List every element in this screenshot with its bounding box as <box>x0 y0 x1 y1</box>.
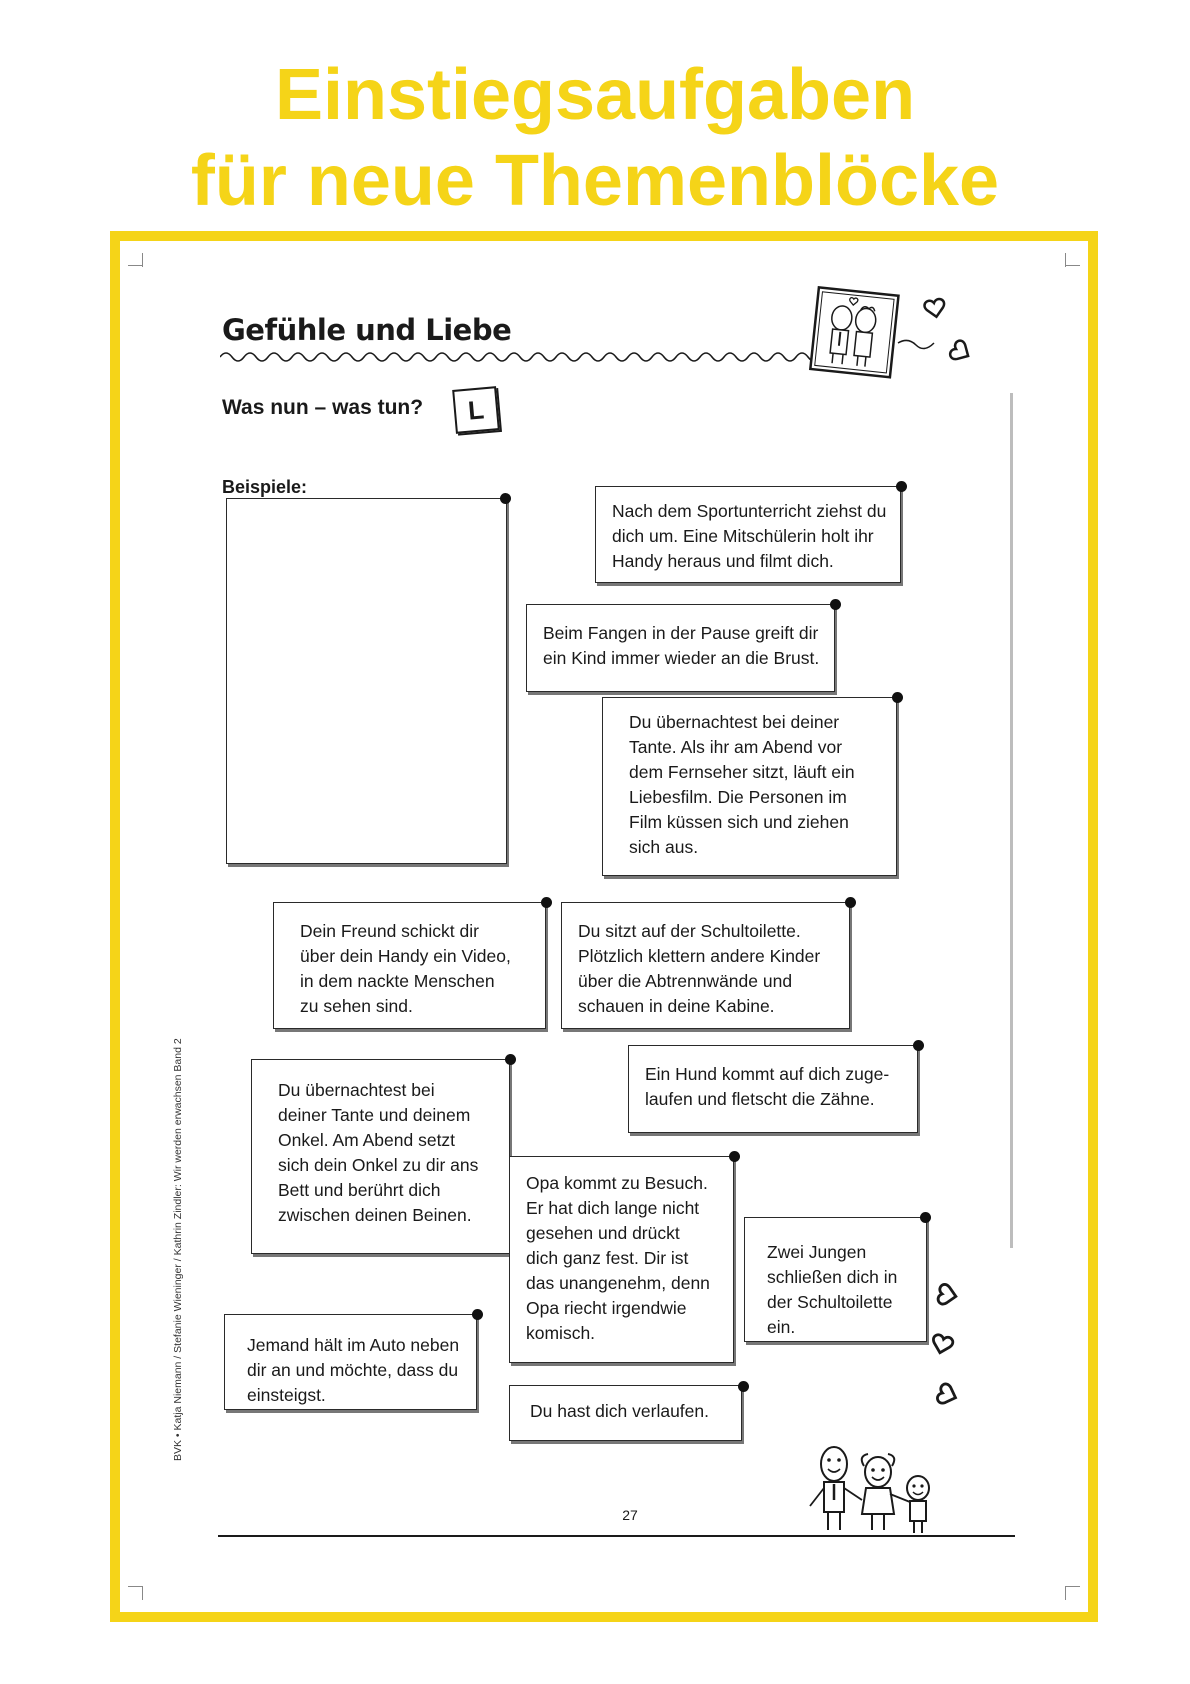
worksheet-page <box>120 241 1088 1612</box>
pin-icon <box>500 493 511 504</box>
crop-mark <box>142 1586 143 1600</box>
scenario-card[interactable]: Ein Hund kommt auf dich zuge- laufen und fletscht die Zähne. <box>628 1045 918 1133</box>
couple-illustration <box>806 281 986 391</box>
subtitle: Was nun – was tun? <box>222 396 424 419</box>
hearts-decoration <box>928 1281 988 1411</box>
pin-icon <box>896 481 907 492</box>
pin-icon <box>472 1309 483 1320</box>
page-number: 27 <box>622 1507 638 1523</box>
scenario-card[interactable]: Nach dem Sportunterricht ziehst du dich um. Eine Mitschülerin holt ihr Handy heraus und filmt dich. <box>595 486 901 583</box>
family-illustration <box>800 1436 950 1541</box>
crop-mark <box>1066 1586 1080 1587</box>
crop-mark <box>142 253 143 267</box>
scenario-card[interactable]: Zwei Jungen schließen dich in der Schultoilette ein. <box>744 1217 927 1342</box>
pin-icon <box>830 599 841 610</box>
pin-icon <box>845 897 856 908</box>
header-title-line-1: Einstiegsaufgaben <box>274 55 916 135</box>
scenario-card[interactable]: Du sitzt auf der Schultoilette. Plötzlich klettern andere Kinder über die Abtrennwände und schauen in deine Kabine. <box>561 902 850 1029</box>
pin-icon <box>920 1212 931 1223</box>
scenario-card[interactable]: Jemand hält im Auto neben dir an und möchte, dass du einsteigst. <box>224 1314 477 1410</box>
crop-mark <box>1066 265 1080 266</box>
side-credit: BVK • Katja Niemann / Stefanie Wieninger / Kathrin Zindler: Wir werden erwachsen Band 2 <box>172 1038 184 1461</box>
examples-label: Beispiele: <box>222 477 308 497</box>
scenario-card[interactable]: Beim Fangen in der Pause greift dir ein Kind immer wieder an die Brust. <box>526 604 835 692</box>
crop-mark <box>128 265 142 266</box>
level-badge: L <box>452 386 500 434</box>
scenario-card[interactable]: Dein Freund schickt dir über dein Handy ein Video, in dem nackte Menschen zu sehen sind. <box>273 902 546 1029</box>
scenario-card[interactable]: Du übernachtest bei deiner Tante und deinem Onkel. Am Abend setzt sich dein Onkel zu dir ans Bett und berührt dich zwischen deinen Beinen. <box>251 1059 510 1254</box>
pin-icon <box>738 1381 749 1392</box>
margin-line <box>1010 393 1013 1248</box>
pin-icon <box>505 1054 516 1065</box>
scenario-card[interactable]: Du übernachtest bei deiner Tante. Als ihr am Abend vor dem Fernseher sitzt, läuft ein Liebesfilm. Die Personen im Film küssen sich und ziehen sich aus. <box>602 697 897 876</box>
empty-writing-box[interactable] <box>226 498 507 864</box>
scenario-card[interactable]: Du hast dich verlaufen. <box>509 1385 742 1441</box>
pin-icon <box>913 1040 924 1051</box>
pin-icon <box>892 692 903 703</box>
pin-icon <box>541 897 552 908</box>
scenario-card[interactable]: Opa kommt zu Besuch. Er hat dich lange nicht gesehen und drückt dich ganz fest. Dir ist das unangenehm, denn Opa riecht irgendwie komisch. <box>509 1156 734 1363</box>
squiggle-divider <box>220 345 820 365</box>
yellow-frame <box>110 231 1098 1622</box>
crop-mark <box>1065 1586 1066 1600</box>
crop-mark <box>128 1586 142 1587</box>
pin-icon <box>729 1151 740 1162</box>
header-title-line-2: für neue Themenblöcke <box>190 141 1000 221</box>
page-title: Gefühle und Liebe <box>222 313 512 347</box>
footer-line <box>218 1535 1015 1537</box>
